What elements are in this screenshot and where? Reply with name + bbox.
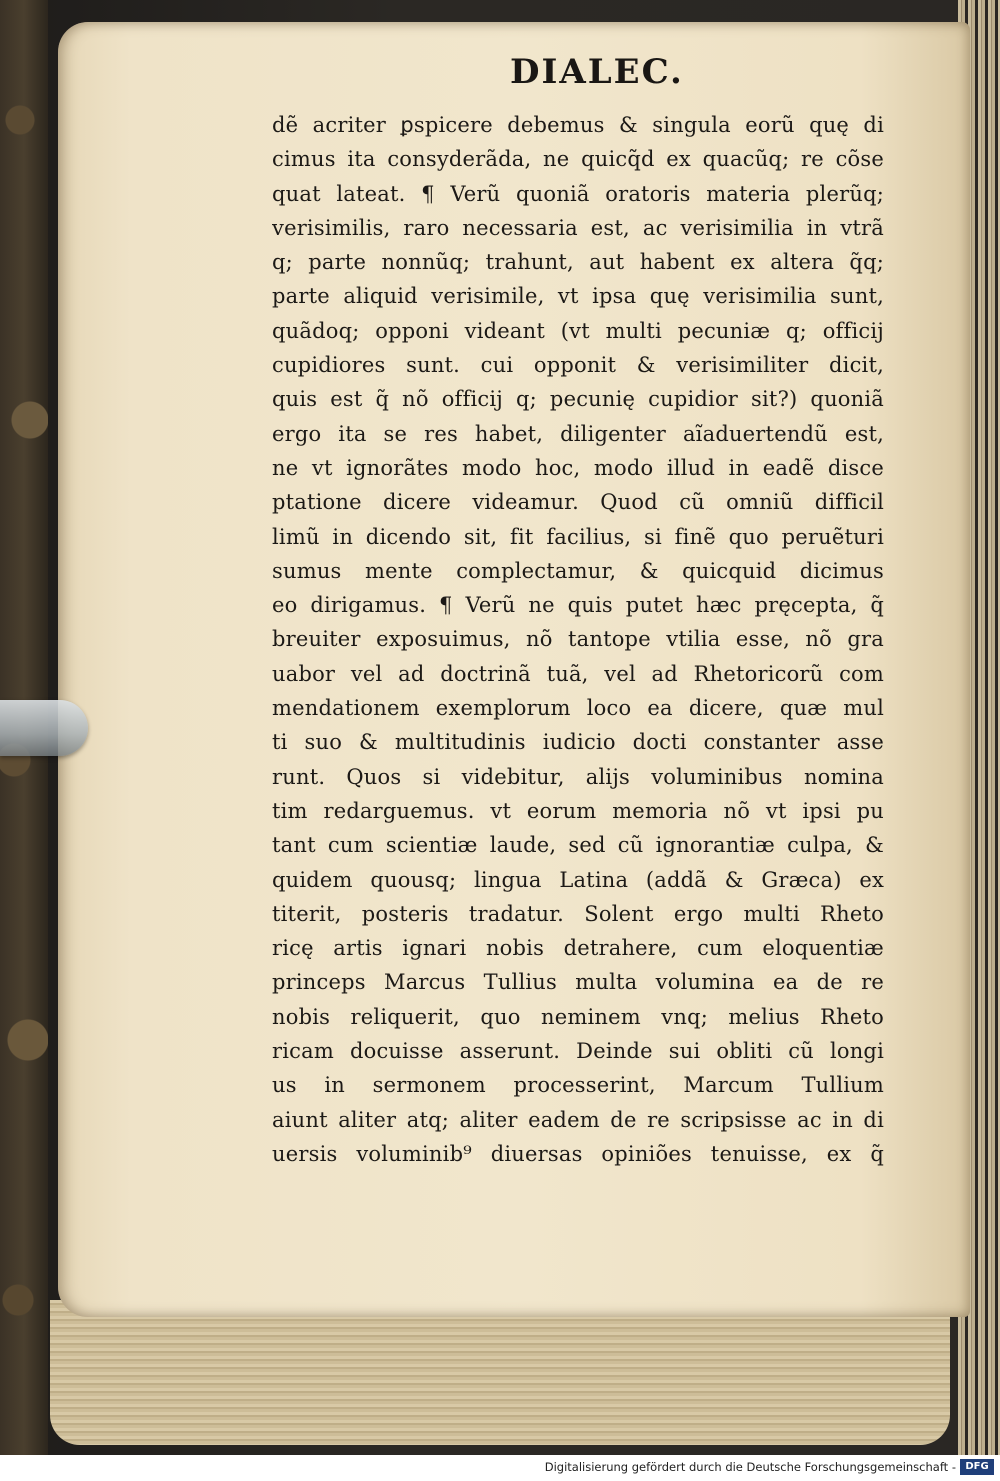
text-line: tant cum scientiæ laude, sed cũ ignorantiæ culpa, &	[272, 833, 884, 858]
text-line: limũ in dicendo sit, fit facilius, si finẽ quo peruẽturi	[272, 524, 884, 549]
text-line: cupidiores sunt. cui opponit & verisimiliter dicit,	[272, 353, 884, 378]
text-line: titerit, posteris tradatur. Solent ergo multi Rheto	[272, 901, 884, 926]
text-line: quãdoq; opponi videant (vt multi pecuniæ q; officij	[272, 318, 884, 343]
text-line: ergo ita se res habet, diligenter aĩaduertendũ est,	[272, 421, 884, 446]
text-line: dẽ acriter ꝑspicere debemus & singula eorũ quę di	[272, 113, 884, 137]
text-line: sumus mente complectamur, & quicquid dicimus	[272, 558, 884, 583]
text-line: uersis voluminib⁹ diuersas opiniões tenuisse, ex q̃	[272, 1141, 884, 1166]
text-line: quat lateat. ¶ Verũ quoniã oratoris materia plerũq;	[272, 181, 884, 206]
page-holder-clip	[0, 700, 88, 756]
text-line: princeps Marcus Tullius multa volumina ea de re	[272, 970, 884, 995]
text-line: verisimilis, raro necessaria est, ac verisimilia in vtrã	[272, 215, 884, 240]
text-line: parte aliquid verisimile, vt ipsa quę verisimilia sunt,	[272, 284, 884, 309]
text-line: cimus ita consyderãda, ne quicq̃d ex quacũq; re cõse	[272, 147, 884, 172]
text-line: ricam docuisse asserunt. Deinde sui obliti cũ longi	[272, 1039, 884, 1064]
text-line: mendationem exemplorum loco ea dicere, quæ mul	[272, 696, 884, 721]
dfg-logo: DFG	[960, 1459, 994, 1475]
text-line: tim redarguemus. vt eorum memoria nõ vt ipsi pu	[272, 798, 884, 823]
text-line: ti suo & multitudinis iudicio docti constanter asse	[272, 730, 884, 755]
footer-bar	[0, 1455, 1000, 1481]
text-line: ne vt ignorãtes modo hoc, modo illud in eadẽ disce	[272, 455, 884, 480]
text-block	[272, 108, 884, 1171]
text-line: ricę artis ignari nobis detrahere, cum eloquentiæ	[272, 936, 884, 961]
text-line: ptatione dicere videamur. Quod cũ omniũ difficil	[272, 490, 884, 515]
text-line: runt. Quos si videbitur, alijs voluminibus nomina	[272, 764, 884, 789]
text-line: eo dirigamus. ¶ Verũ ne quis putet hæc pręcepta, q̃	[272, 593, 884, 618]
page-edges-bottom	[50, 1300, 950, 1445]
text-line: us in sermonem processerint, Marcum Tullium	[272, 1073, 884, 1098]
text-line: aiunt aliter atq; aliter eadem de re scripsisse ac in di	[272, 1107, 884, 1132]
text-line: quidem quousq; lingua Latina (addã & Græca) ex	[272, 867, 884, 892]
running-head: DIALEC.	[510, 52, 684, 92]
text-line: nobis reliquerit, quo neminem vnq; melius Rheto	[272, 1004, 884, 1029]
text-line: quis est q̃ nõ officij q; pecunię cupidior sit?) quoniã	[272, 387, 884, 412]
text-line: uabor vel ad doctrinã tuã, vel ad Rhetoricorũ com	[272, 661, 884, 686]
footer-credit: Digitalisierung gefördert durch die Deutsche Forschungsgemeinschaft -	[544, 1460, 956, 1474]
text-line: breuiter exposuimus, nõ tantope vtilia esse, nõ gra	[272, 627, 884, 652]
text-line: q; parte nonnũq; trahunt, aut habent ex altera q̃q;	[272, 250, 884, 275]
